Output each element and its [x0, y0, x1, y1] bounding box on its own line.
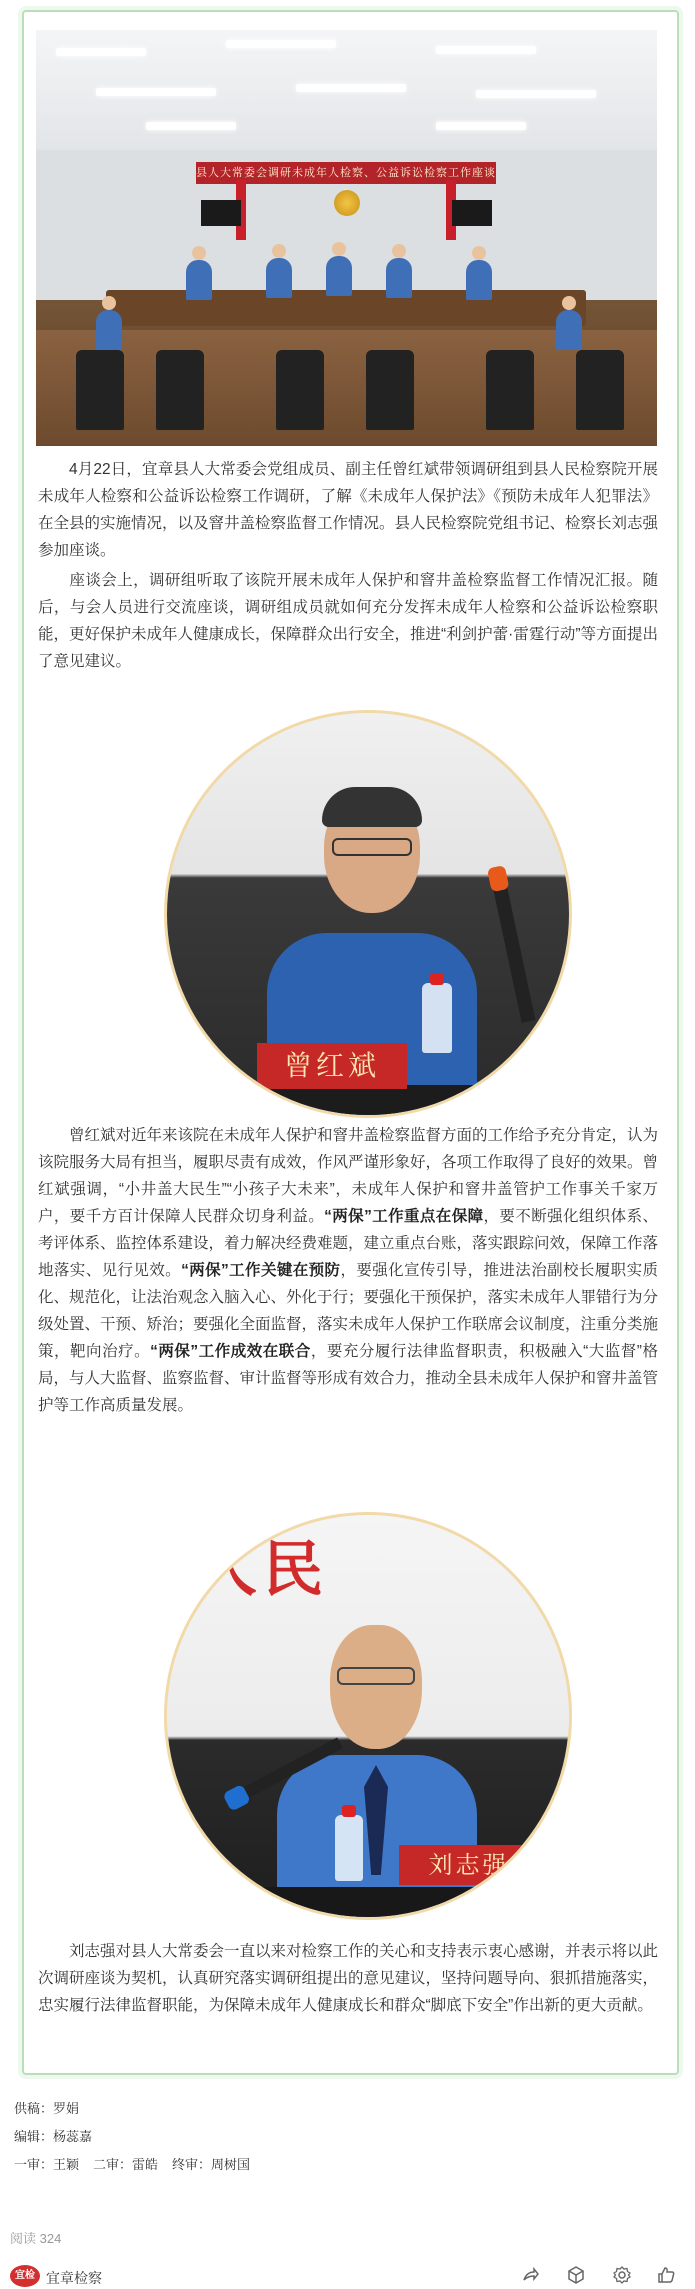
paragraph-intro: 4月22日，宜章县人大常委会党组成员、副主任曾红斌带领调研组到县人民检察院开展未成年人检察和公益诉讼检察工作调研，了解《未成年人保护法》《预防未成年人犯罪法》在全县的实施情况，以及窨井盖检察监督工作情况。县人民检察院党组书记、检察长刘志强参加座谈。	[38, 461, 659, 559]
attendee	[466, 260, 492, 300]
attendee	[266, 258, 292, 298]
water-bottle	[422, 983, 452, 1053]
wall-sign: 人民	[197, 1535, 329, 1605]
emphasis-union: “两保”工作成效在联合	[150, 1343, 311, 1360]
footer-bar	[0, 2262, 695, 2289]
portrait-liu-zhiqiang	[164, 1512, 572, 1920]
paragraph-zeng-remarks: 曾红斌对近年来该院在未成年人保护和窨井盖检察监督方面的工作给予充分肯定，认为该院服务大局有担当，履职尽责有成效，作风严谨形象好，各项工作取得了良好的效果。曾红斌强调，“小井盖大民生”“小孩子大未来”，未成年人保护和窨井盖管护工作事关千家万户，要千方百计保障人民群众切身利益。“两保”工作重点在保障，要不断强化组织体系、考评体系、监控体系建设，着力解决经费难题，建立重点台账，落实跟踪问效，保障工作落地落实、见行见效。“两保”工作关键在预防，要强化宣传引导，推进法治副校长履职实质化、规范化，让法治观念入脑入心、外化于行；要强化干预保护，落实未成年人罪错行为分级处置、干预、矫治；要强化全面监督，落实未成年人保护工作联席会议制度，注重分类施策，靶向治疗。“两保”工作成效在联合，要充分履行法律监督职责，积极融入“大监督”格局，与人大监督、监察监督、审计监督等形成有效合力，推动全县未成年人保护和窨井盖管护等工作高质量发展。	[38, 1127, 659, 1414]
read-count: 阅读 324	[10, 2231, 62, 2246]
box-icon[interactable]	[566, 2265, 586, 2285]
credit-review-2: 二审：雷皓	[93, 2157, 159, 2172]
chair	[576, 350, 624, 430]
account-name[interactable]: 宜章检察	[46, 2270, 102, 2286]
like-icon[interactable]	[656, 2265, 676, 2285]
desk	[167, 1085, 569, 1118]
ceiling-light	[436, 46, 536, 54]
credit-review-row	[14, 2151, 250, 2179]
emphasis-prevention: “两保”工作关键在预防	[181, 1262, 341, 1279]
article-frame	[22, 10, 679, 2075]
name-plate: 曾红斌	[257, 1043, 407, 1089]
paragraph-liu-remarks: 刘志强对县人大常委会一直以来对检察工作的关心和支持表示衷心感谢，并表示将以此次调研座谈为契机，认真研究落实调研组提出的意见建议，坚持问题导向、狠抓措施落实，忠实履行法律监督职能，为保障未成年人健康成长和群众“脚底下安全”作出新的更大贡献。	[38, 1943, 659, 2014]
credit-review-1: 一审：王颖	[14, 2157, 80, 2172]
wall-screen	[452, 200, 492, 226]
share-icon[interactable]	[520, 2265, 540, 2285]
glasses	[337, 1667, 415, 1685]
paragraph-meeting: 座谈会上，调研组听取了该院开展未成年人保护和窨井盖检察监督工作情况汇报。随后，与会人员进行交流座谈，调研组成员就如何充分发挥未成年人检察和公益诉讼检察职能，更好保护未成年人健康成长，保障群众出行安全，推进“利剑护蕾·雷霆行动”等方面提出了意见建议。	[38, 572, 658, 670]
credit-editor: 编辑：杨蕊嘉	[14, 2129, 93, 2144]
account-logo[interactable]: 宜检	[10, 2265, 40, 2287]
name-plate: 刘志强	[399, 1845, 539, 1885]
ceiling-light	[296, 84, 406, 92]
chair	[156, 350, 204, 430]
emphasis-guarantee: “两保”工作重点在保障	[324, 1208, 484, 1225]
ceiling-light	[56, 48, 146, 56]
credit-review-3: 终审：周树国	[172, 2157, 251, 2172]
attendee	[386, 258, 412, 298]
glasses	[332, 838, 412, 856]
credits	[14, 2095, 250, 2179]
credit-supplier: 供稿：罗娟	[14, 2101, 80, 2116]
chair	[276, 350, 324, 430]
water-bottle	[335, 1815, 363, 1881]
settings-icon[interactable]	[612, 2265, 632, 2285]
meeting-photo	[36, 30, 657, 446]
ceiling-light	[96, 88, 216, 96]
attendee	[556, 310, 582, 350]
portrait-zeng-hongbin	[164, 710, 572, 1118]
desk	[167, 1887, 569, 1920]
attendee	[96, 310, 122, 350]
chair	[486, 350, 534, 430]
ceiling-light	[146, 122, 236, 130]
chair	[366, 350, 414, 430]
chair	[76, 350, 124, 430]
meeting-banner: 县人大常委会调研未成年人检察、公益诉讼检察工作座谈	[196, 162, 496, 184]
ceiling-light	[436, 122, 526, 130]
ceiling-light	[226, 40, 336, 48]
person-head	[330, 1625, 422, 1749]
attendee	[326, 256, 352, 296]
ceiling-light	[476, 90, 596, 98]
wall-screen	[201, 200, 241, 226]
attendee	[186, 260, 212, 300]
national-emblem	[334, 190, 360, 216]
